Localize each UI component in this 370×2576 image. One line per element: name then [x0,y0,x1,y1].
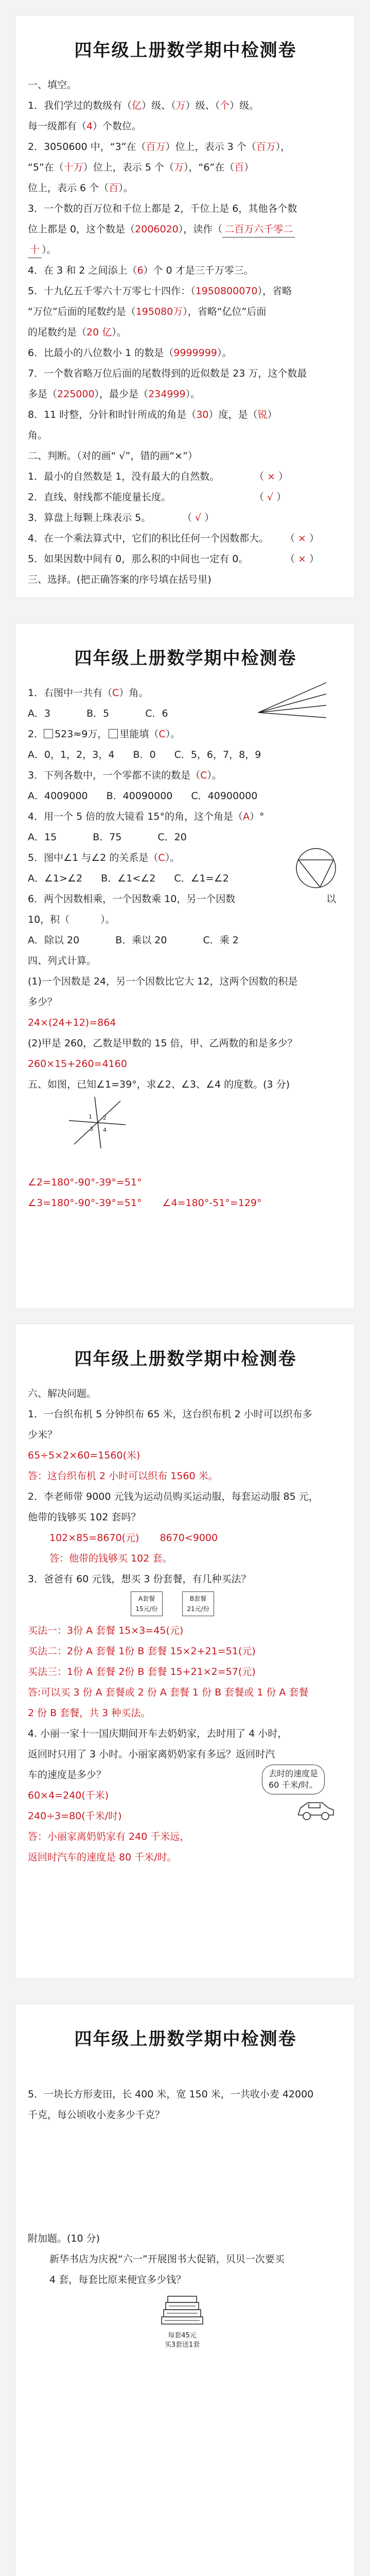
intersecting-lines-figure [64,1095,131,1151]
section-bonus: 附加题。(10 分) [28,2233,100,2244]
equation-2: (2)甲是 260，乙数是甲数的 15 倍，甲、乙两数的和是多少？ [28,1038,297,1049]
problem-2-cont: 他带的钱够买 102 套吗？ [28,1512,141,1523]
answer: 4 [86,121,93,132]
choice-3: 3．下列各数中，一个零都不读的数是（C）。 [28,770,222,781]
svg-text:1: 1 [89,1113,92,1120]
question-8-cont: 角。 [28,430,48,441]
question-2: 2．3050600 中，“3”在（百万）位上，表示 3 个（百万）， [28,141,291,152]
books-illustration [28,2290,343,2357]
choice-6-cont: 10，积（ ）。 [28,914,115,925]
option: A．∠1>∠2 [28,873,83,884]
question-3-cont2: 十 ）。 [28,240,343,260]
answer: 百 [109,182,119,194]
exam-page-2 [15,623,355,1309]
answer: 十 [28,242,42,258]
bonus-question: 新华书店为庆祝“六一”开展图书大促销，贝贝一次要买 [49,2253,285,2265]
answer: 答：这台织布机 2 小时可以织布 1560 米。 [28,1470,218,1482]
answer: ∠3=180°-90°-39°=51° ∠4=180°-51°=129° [28,1197,262,1209]
question-7: 7．一个数省略万位后面的尾数得到的近似数是 23 万，这个数最 [28,368,307,379]
problem-1: 1．一台织布机 5 分钟织布 65 米，这台织布机 2 小时可以织布多 [28,1409,312,1420]
answer: √ [195,512,202,523]
problem-1-cont: 少米？ [28,1429,58,1440]
answer: 万 [175,100,186,111]
choice-2: 2． 523≈9万， 里能填（C）。 [28,728,181,740]
problem-4: 4. 小丽一家十一国庆期间开车去奶奶家，去时用了 4 小时， [28,1728,288,1739]
answer: √ [267,492,274,503]
answer: 答：他带的钱够买 102 套。 [49,1553,172,1564]
answer: 2 份 B 套餐，共 3 种买法。 [28,1707,151,1719]
question-2-cont: “5”在（十万）位上，表示 5 个（万），“6”在（百） [28,162,254,173]
answer: × [298,533,306,544]
judge-1: 1．最小的自然数是 1，没有最大的自然数。 （ × ） [28,471,289,482]
answer: C [112,687,119,699]
answer: 6 [137,265,144,276]
answer: 个 [220,100,230,111]
answer: 195080万 [135,306,183,317]
problem-3: 3．爸爸有 60 元钱，想买 3 份套餐，有几种买法？ [28,1573,251,1585]
judge-3: 3．算盘上每颗上珠表示 5。 （ √ ） [28,512,215,523]
answer: 百 [234,162,244,173]
question-8: 8．11 时整，分针和时针所成的角是（30）度，是（锐） [28,409,277,420]
bonus-question-cont: 4 套，每套比原来便宜多少钱？ [49,2274,186,2285]
svg-text:4: 4 [103,1127,107,1133]
option: C．乘 2 [203,935,239,946]
book-stack-icon [156,2294,208,2330]
answer: 30 [196,409,209,420]
choice-5-options [28,868,343,889]
answer: 答:可以买 3 份 A 套餐或 2 份 A 套餐 1 份 B 套餐或 1 份 A 套餐 [28,1687,309,1698]
option: A．3 [28,708,51,719]
problem-2: 2．李老师带 9000 元钱为运动员购买运动服，每套运动服 85 元， [28,1491,319,1502]
choice-6: 6．两个因数相乘，一个因数乘 10，另一个因数 以 [28,893,337,905]
option: A．4009000 [28,790,88,802]
answer: 9999999 [173,347,217,359]
page-title: 四年级上册数学期中检测卷 [74,40,297,61]
answer: × [267,471,275,482]
answer: ∠2=180°-90°-39°=51° [28,1177,142,1188]
svg-text:2: 2 [103,1114,107,1121]
answer: 亿 [132,100,142,111]
section-judge: 二、判断。（对的画“ √”，错的画“×”） [28,450,198,462]
question-6: 6．比最小的八位数小 1 的数是（9999999）。 [28,347,232,359]
judge-4: 4．在一个乘法算式中，它们的积比任何一个因数都大。 （ × ） [28,533,320,544]
exam-page-4 [15,2004,355,2576]
question-5-cont: “万位”后面的尾数约是（195080万），省略“亿位”后面 [28,306,267,317]
choice-5: 5．图中∠1 与∠2 的关系是（C）。 [28,848,343,868]
option: B．75 [93,832,122,843]
answer: C [158,728,166,740]
answer: 百万 [256,141,276,152]
answer: 20 亿 [86,327,112,338]
option: B．乘以 20 [115,935,167,946]
book-sale-label: 每套45元 买3套送1套 [164,2332,200,2349]
option: B．40090000 [106,790,173,802]
page-title: 四年级上册数学期中检测卷 [74,648,297,669]
choice-4: 4．用一个 5 倍的放大镜看 15°的角，这个角是（A）° [28,811,265,822]
option: A．0，1，2，3，4 [28,749,115,760]
answer: C [200,770,207,781]
page-title: 四年级上册数学期中检测卷 [74,1349,297,1369]
answer: 24×(24+12)=864 [28,1017,116,1028]
exam-page-3 [15,1324,355,1978]
page-title: 四年级上册数学期中检测卷 [74,2029,297,2049]
speech-bubble: 去时的速度是 60 千米/时。 [262,1765,325,1794]
equation-1-cont: 多少？ [28,996,58,1008]
menu-boxes [28,1589,343,1620]
question-5: 5．十九亿五千零六十万零七十四作：（1950800070），省略 [28,285,292,297]
problem-4-cont2: 车的速度是多少？ [28,1769,107,1781]
question-4: 4．在 3 和 2 之间添上（6）个 0 才是三千万零三。 [28,265,254,276]
judge-5: 5．如果因数中间有 0，那么积的中间也一定有 0。 （ × ） [28,553,320,565]
section-choose: 三、选择。(把正确答案的序号填在括号里) [28,574,212,585]
option: B．0 [133,749,156,760]
question-5-cont2: 的尾数约是（20 亿）。 [28,327,127,338]
question-1-cont: 每一级都有（4）个数位。 [28,121,142,132]
option: A．15 [28,832,57,843]
answer: 102×85=8670(元) 8670<9000 [49,1532,218,1544]
judge-2: 2．直线、射线都不能度量长度。 （ √ ） [28,492,287,503]
option: C．20 [157,832,187,843]
answer: 240÷3=80(千米/时) [28,1810,122,1822]
question-2-cont2: 位上，表示 6 个（百）。 [28,182,133,194]
answer: 225000 [57,388,95,400]
section-geometry: 五、如图，已知∠1=39°，求∠2、∠3、∠4 的度数。(3 分) [28,1079,290,1090]
geometry-block [28,1095,343,1172]
section-fill-blank: 一、填空。 [28,79,77,91]
option: B．∠1<∠2 [101,873,156,884]
answer: 买法一：3份 A 套餐 15×3=45(元) [28,1625,184,1636]
answer: A [242,811,250,822]
meal-a-box: A套餐 15元/份 [131,1591,163,1616]
answer: 答：小丽家离奶奶家有 240 千米远， [28,1831,190,1842]
option: C．40900000 [191,790,258,802]
option: C．∠1=∠2 [174,873,229,884]
answer: 1950800070 [195,285,258,297]
option: B．5 [86,708,110,719]
section-equations: 四、列式计算。 [28,955,97,967]
question-7-cont: 多是（225000），最少是（234999）。 [28,388,201,400]
option: C．5，6，7，8，9 [174,749,261,760]
answer: 65÷5×2×60=1560(米) [28,1450,140,1461]
answer: C [158,852,165,863]
answer: 十万 [63,162,83,173]
answer: 百万 [146,141,166,152]
equation-1: (1)一个因数是 24，另一个因数比它大 12，这两个因数的积是 [28,976,298,987]
answer: 买法三：1份 A 套餐 2份 B 套餐 15+21×2=57(元) [28,1666,256,1677]
svg-text:3: 3 [90,1126,93,1132]
answer: 二百万六千零二 [222,222,295,238]
choice-6-options [28,930,343,951]
option: C．6 [145,708,168,719]
question-3-cont: 位上都是 0，这个数是（2006020），读作（ 二百万六千零二 [28,219,343,240]
answer: 260×15+260=4160 [28,1058,127,1070]
answer: 锐 [257,409,268,420]
blank-box-icon [44,729,53,738]
problem-5: 5．一块长方形麦田，长 400 米，宽 150 米，一共收小麦 42000 [28,2089,314,2100]
section-problems: 六、解决问题。 [28,1388,97,1399]
option: A．除以 20 [28,935,80,946]
answer: 买法二：2份 A 套餐 1份 B 套餐 15×2+21=51(元) [28,1646,256,1657]
exam-page-1 [15,15,355,598]
answer: 万 [173,162,184,173]
meal-b-box: B套餐 21元/份 [182,1591,214,1616]
answer: 60×4=240(千米) [28,1790,109,1801]
question-3: 3．一个数的百万位和千位上都是 2，千位上是 6，其他各个数 [28,203,297,214]
answer: 2006020 [135,224,179,235]
choice-2-options [28,744,343,765]
choice-1-options [28,703,343,724]
blank-box-icon [109,729,118,738]
answer: 234999 [148,388,186,400]
answer: 返回时汽车的速度是 80 千米/时。 [28,1852,177,1863]
choice-3-options [28,786,343,806]
choice-1: 1．右图中一共有（C）角。 [28,683,343,703]
problem-4-cont: 返回时只用了 3 小时。小丽家离奶奶家有多远？返回时汽 [28,1749,275,1760]
answer: × [298,553,306,565]
question-1: 1．我们学过的数级有（亿）级、（万）级、（个）级。 [28,100,259,111]
problem-5-cont: 千克，每公顷收小麦多少千克？ [28,2109,165,2121]
